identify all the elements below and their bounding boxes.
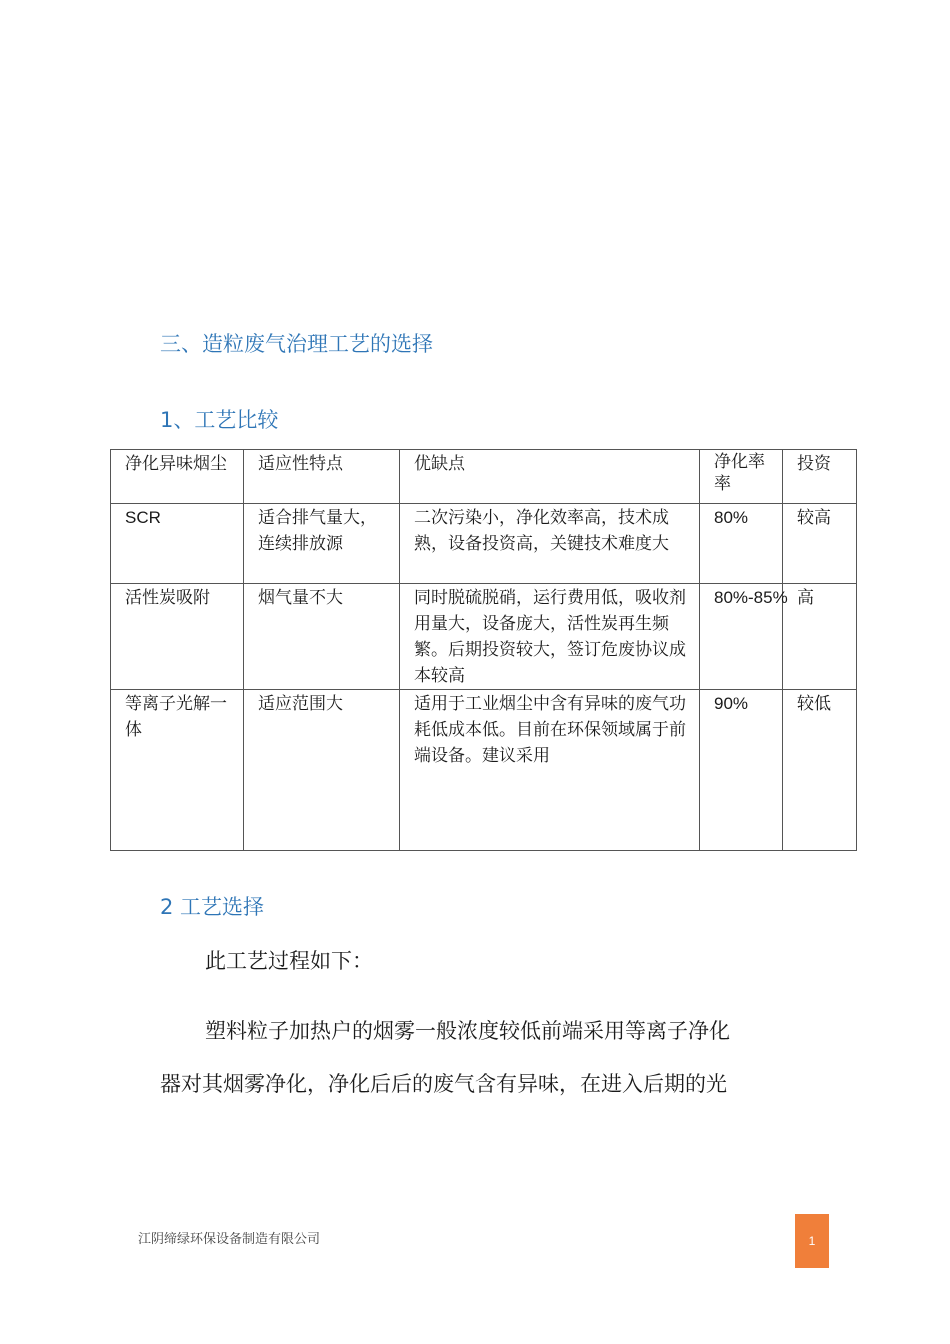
cell-purification-rate: 80% — [700, 504, 783, 584]
header-cell-method: 净化异味烟尘 — [111, 450, 244, 504]
cell-pros-cons: 同时脱硫脱硝，运行费用低，吸收剂用量大，设备庞大，活性炭再生频繁。后期投资较大，签订危废协议成本较高 — [400, 584, 700, 690]
cell-pros-cons: 二次污染小，净化效率高，技术成熟，设备投资高，关键技术难度大 — [400, 504, 700, 584]
table-row — [111, 690, 857, 851]
cell-method: 活性炭吸附 — [111, 584, 244, 690]
cell-investment: 高 — [783, 584, 857, 690]
process-selection-heading: 2 工艺选择 — [160, 895, 265, 919]
header-cell-pros-cons: 优缺点 — [400, 450, 700, 504]
cell-pros-cons: 适用于工业烟尘中含有异味的废气功耗低成本低。目前在环保领域属于前端设备。建议采用 — [400, 690, 700, 851]
section-heading: 三、造粒废气治理工艺的选择 — [160, 332, 433, 356]
process-comparison-table — [110, 449, 857, 851]
cell-suitability: 烟气量不大 — [244, 584, 400, 690]
body-text-line: 器对其烟雾净化，净化后后的废气含有异味，在进入后期的光 — [160, 1072, 727, 1096]
header-cell-investment: 投资 — [783, 450, 857, 504]
table-row — [111, 584, 857, 690]
cell-investment: 较高 — [783, 504, 857, 584]
page-number: 1 — [808, 1234, 816, 1248]
process-intro-text: 此工艺过程如下： — [205, 949, 373, 973]
body-text-line: 塑料粒子加热户的烟雾一般浓度较低前端采用等离子净化 — [205, 1019, 730, 1043]
page-number-badge — [795, 1214, 829, 1268]
header-cell-suitability: 适应性特点 — [244, 450, 400, 504]
footer-company-name: 江阴缔绿环保设备制造有限公司 — [138, 1232, 321, 1247]
cell-purification-rate: 80%-85% — [700, 584, 783, 690]
header-cell-purification-rate: 净化率率 — [700, 450, 783, 504]
cell-method: SCR — [111, 504, 244, 584]
process-comparison-heading: 1、工艺比较 — [160, 408, 279, 432]
cell-suitability: 适合排气量大，连续排放源 — [244, 504, 400, 584]
cell-suitability: 适应范围大 — [244, 690, 400, 851]
cell-purification-rate: 90% — [700, 690, 783, 851]
table-row — [111, 504, 857, 584]
cell-method: 等离子光解一体 — [111, 690, 244, 851]
table-header-row — [111, 450, 857, 504]
cell-investment: 较低 — [783, 690, 857, 851]
